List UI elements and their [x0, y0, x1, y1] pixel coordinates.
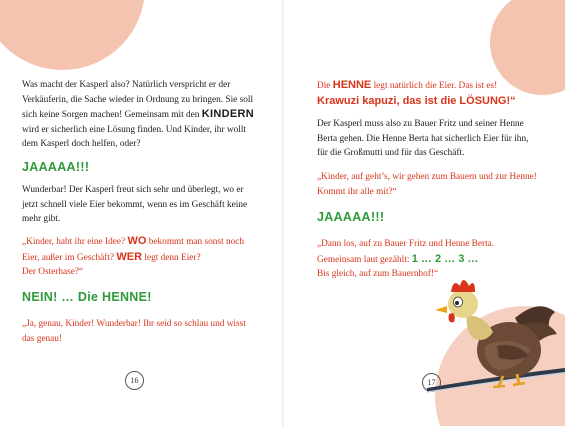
text-span: legt natürlich die Eier. Das ist es!: [371, 81, 498, 91]
text-line: für die Großmutti und für das Geschäft.: [317, 148, 465, 158]
text-span: „Kinder, habt ihr eine Idee?: [22, 237, 128, 247]
kasperl-praise: [22, 317, 277, 346]
text-line: [317, 78, 547, 94]
text-line: [22, 107, 272, 123]
text-line: Der Osterhase?“: [22, 267, 84, 277]
text-line: wird er sicherlich eine Lösung finden. Und Kinder, ihr wollt: [22, 124, 246, 135]
paragraph-wonderful: [22, 183, 272, 227]
text-line: jetzt schnell viele Eier bekommt, wenn es im Geschäft keine: [22, 199, 248, 210]
emphasis-word: WO: [127, 235, 147, 247]
text-span: Gemeinsam laut gezählt:: [317, 254, 412, 265]
emphasis-word: WER: [116, 250, 143, 263]
text-line: Berta gehen. Die Henne Berta hat sicherlich Eier für ihn,: [317, 133, 529, 144]
kasperl-invitation: [317, 170, 562, 199]
paragraph-farmer: [317, 117, 557, 161]
text-span: Die: [317, 81, 333, 91]
children-answer: NEIN! … Die HENNE!: [22, 290, 152, 304]
right-page: [284, 0, 565, 426]
text-span: Eier, außer im Geschäft?: [22, 252, 117, 263]
text-line: Bis gleich, auf zum Bauernhof!“: [317, 269, 439, 279]
kasperl-question: [22, 234, 277, 280]
emphasis-word: HENNE: [332, 79, 372, 91]
text-line: Verkäuferin, die Sache wieder in Ordnung zu bringen. Sie soll: [22, 94, 254, 105]
text-line: „Kinder, auf geht’s, wir gehen zum Bauern und zur Henne!: [317, 172, 537, 182]
text-line: „Dann los, auf zu Bauer Fritz und Henne Berta.: [317, 239, 495, 249]
text-line: Was macht der Kasperl also? Natürlich verspricht er der: [22, 80, 231, 90]
page-number: 16: [125, 371, 144, 390]
decorative-blob: [0, 0, 145, 70]
hen-illustration: [427, 258, 565, 426]
text-line: Kommt ihr alle mit?“: [317, 186, 397, 197]
children-shout: JAAAAA!!!: [317, 210, 385, 224]
text-line: mehr gibt.: [22, 214, 61, 224]
text-line: „Ja, genau, Kinder! Wunderbar! Ihr seid so schlau und wisst: [22, 319, 246, 329]
text-line: dem Kasperl doch helfen, oder?: [22, 139, 141, 149]
text-line: Wunderbar! Der Kasperl freut sich sehr und überlegt, wo er: [22, 185, 244, 195]
count-text: 1 … 2 … 3 …: [411, 252, 479, 265]
left-page: [0, 0, 282, 426]
text-line: Der Kasperl muss also zu Bauer Fritz und seiner Henne: [317, 119, 524, 129]
text-line: das genau!: [22, 333, 63, 344]
text-span: bekommt man sonst noch: [146, 237, 245, 247]
hen-solution: [317, 78, 547, 108]
page-number: 17: [422, 373, 441, 392]
text-line: [22, 234, 277, 250]
paragraph-intro: [22, 78, 272, 152]
text-line: Krawuzi kapuzi, das ist die LÖSUNG!“: [317, 94, 516, 107]
text-span: legt denn Eier?: [142, 252, 201, 263]
text-line: [22, 250, 277, 266]
children-shout: JAAAAA!!!: [22, 160, 90, 174]
emphasis-word: KINDERN: [201, 108, 254, 120]
text-span: sich keine Sorgen machen! Gemeinsam mit den: [22, 110, 202, 120]
